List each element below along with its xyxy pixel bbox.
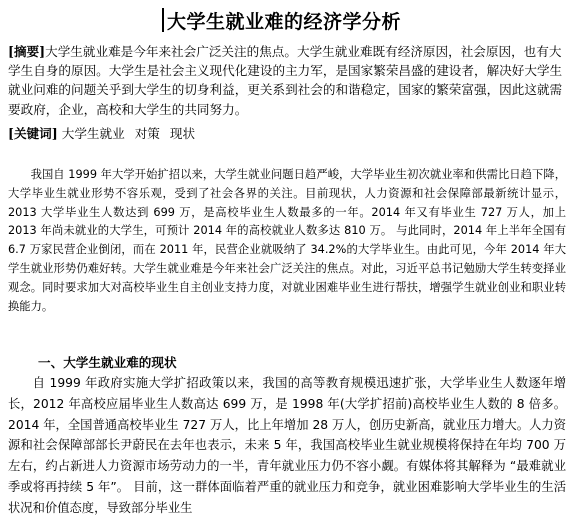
body-section-status [8, 373, 566, 519]
section-heading: 一、大学生就业难的现状 [38, 355, 177, 370]
abstract-paragraph [8, 42, 564, 119]
keyword-item: 大学生就业 [61, 126, 125, 141]
keywords-line [8, 124, 201, 143]
title-block [162, 6, 401, 34]
keywords-tag: [关键词] [8, 126, 58, 141]
text-cursor [162, 8, 164, 32]
intro-paragraph: 我国自 1999 年大学开始扩招以来，大学生就业问题日趋严峻，大学毕业生初次就业率和供需比日趋下降，大学毕业生就业形势不容乐观，受到了社会各界的关注。目前现状，人力资源和社会保障部最新统计显示，2013 大学毕业生人数达到 699 万，是高校毕业生人数最多的一年。2014 年又有毕业生 727 万人，加上 2013 年尚未就业的大学生，可预计 2014 年的高校就业人数多达 810 万。 与此同时，2014 年上半年全国有 6.7 万家民营企业倒闭，而在 2011 年，民营企业就吸纳了 34.2%的大学毕业生。由此可见，今年 2014 年大学生就业形势仍难好转。大学生就业难是今年来社会广泛关注的焦点。对此，习近平总书记勉励大学生转变择业观念。同时要求加大对高校毕业生自主创业支持力度，对就业困难毕业生进行帮扶，增强学生就业创业和职业转换能力。 [8, 168, 566, 313]
body-section-intro [8, 166, 566, 316]
keyword-item: 对策 [134, 126, 160, 141]
abstract-text: 大学生就业难是今年来社会广泛关注的焦点。大学生就业难既有经济原因，社会原因，也有大学生自身的原因。大学生是社会主义现代化建设的主力军，是国家繁荣昌盛的建设者，解决好大学生就业问难的问题关乎到大学生的切身利益，更关系到社会的和谐稳定，国家的繁荣富强，因此这就需要政府，企业，高校和大学生的共同努力。 [8, 44, 563, 117]
abstract-tag: [摘要] [8, 44, 46, 59]
document-title: 大学生就业难的经济学分析 [167, 10, 402, 33]
status-paragraph: 自 1999 年政府实施大学扩招政策以来，我国的高等教育规模迅速扩张，大学毕业生人数逐年增长，2012 年高校应届毕业生人数高达 699 万，是 1998 年(大学扩招前)高校毕业生人数的 8 倍多。2014 年，全国普通高校毕业生 727 万人，比上年增加 28 万人，创历史新高，就业压力增大。人力资源和社会保障部部长尹蔚民在去年也表示，未来 5 年，我国高校毕业生就业规模将保持在年均 700 万左右，约占新进人力资源市场劳动力的一半，青年就业压力仍不容小觑。有媒体将其解释为 “最难就业季或将再持续 5 年”。 目前，这一群体面临着严重的就业压力和竞争，就业困难影响大学毕业生的生活状况和价值态度，导致部分毕业生 [8, 376, 566, 515]
keyword-item: 现状 [169, 126, 196, 141]
